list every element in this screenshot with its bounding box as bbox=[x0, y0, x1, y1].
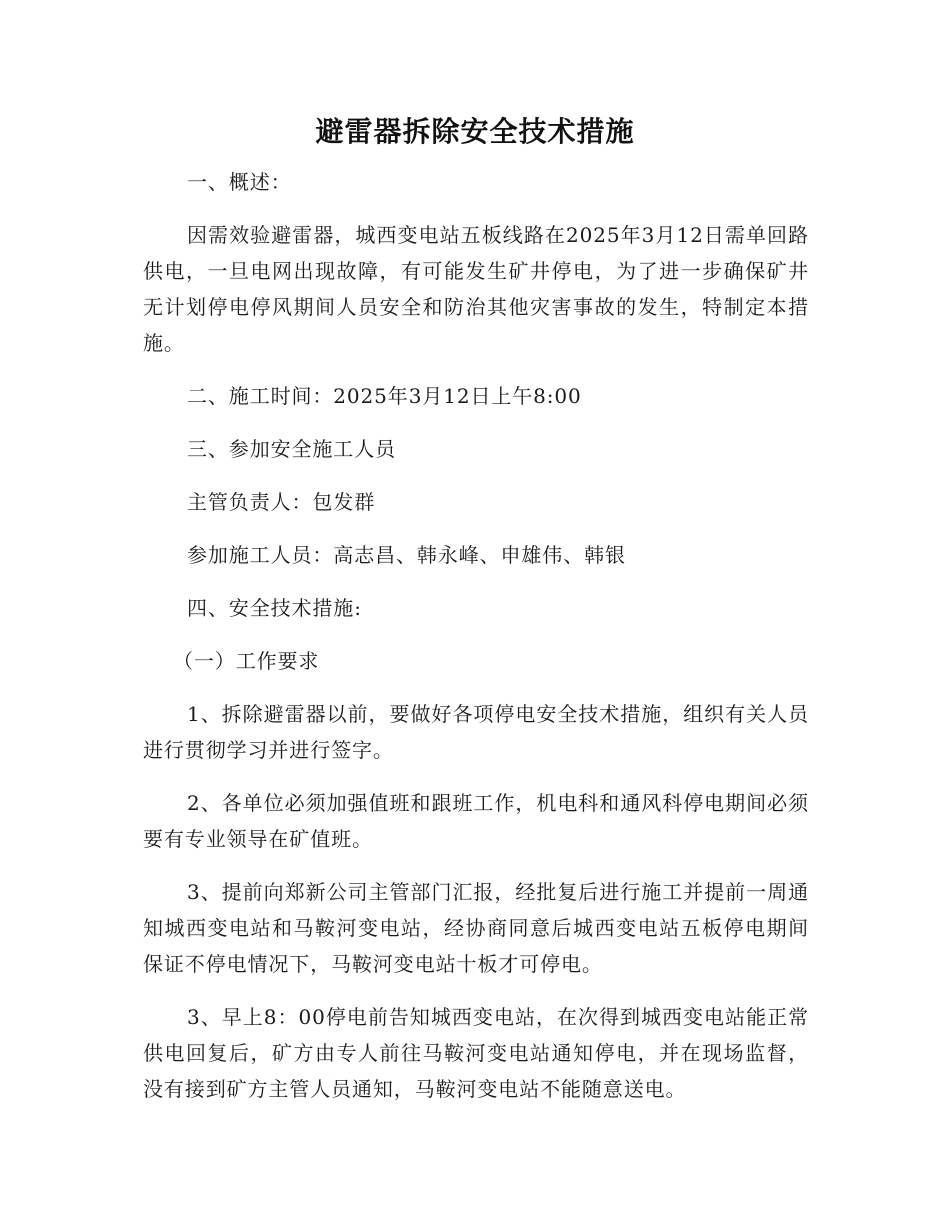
section-heading-overview: 一、概述： bbox=[187, 170, 292, 194]
overview-paragraph: 因需效验避雷器，城西变电站五板线路在2025年3月12日需单回路供电，一旦电网出现故障，有可能发生矿井停电，为了进一步确保矿井无计划停电停风期间人员安全和防治其他灾害事故的发生，特制定本措施。 bbox=[143, 223, 809, 355]
personnel-lead: 主管负责人：包发群 bbox=[187, 490, 376, 514]
document-body bbox=[143, 164, 809, 1124]
requirement-item-2: 2、各单位必须加强值班和跟班工作，机电科和通风科停电期间必须要有专业领导在矿值班。 bbox=[143, 791, 809, 851]
requirement-item-3: 3、提前向郑新公司主管部门汇报，经批复后进行施工并提前一周通知城西变电站和马鞍河变电站，经协商同意后城西变电站五板停电期间保证不停电情况下，马鞍河变电站十板才可停电。 bbox=[143, 880, 809, 976]
subsection-heading-work-requirements: （一）工作要求 bbox=[173, 649, 320, 673]
section-heading-safety-measures: 四、安全技术措施: bbox=[187, 596, 362, 620]
document-title: 避雷器拆除安全技术措施 bbox=[315, 115, 635, 148]
requirement-item-3b: 3、早上8：00停电前告知城西变电站，在次得到城西变电站能正常供电回复后，矿方由专人前往马鞍河变电站通知停电，并在现场监督，没有接到矿方主管人员通知，马鞍河变电站不能随意送电。 bbox=[143, 1005, 809, 1101]
personnel-workers: 参加施工人员：高志昌、韩永峰、申雄伟、韩银 bbox=[187, 543, 626, 567]
requirement-item-1: 1、拆除避雷器以前，要做好各项停电安全技术措施，组织有关人员进行贯彻学习并进行签字。 bbox=[143, 702, 809, 762]
section-heading-construction-time: 二、施工时间：2025年3月12日上午8:00 bbox=[187, 384, 582, 408]
section-heading-personnel: 三、参加安全施工人员 bbox=[187, 437, 396, 461]
